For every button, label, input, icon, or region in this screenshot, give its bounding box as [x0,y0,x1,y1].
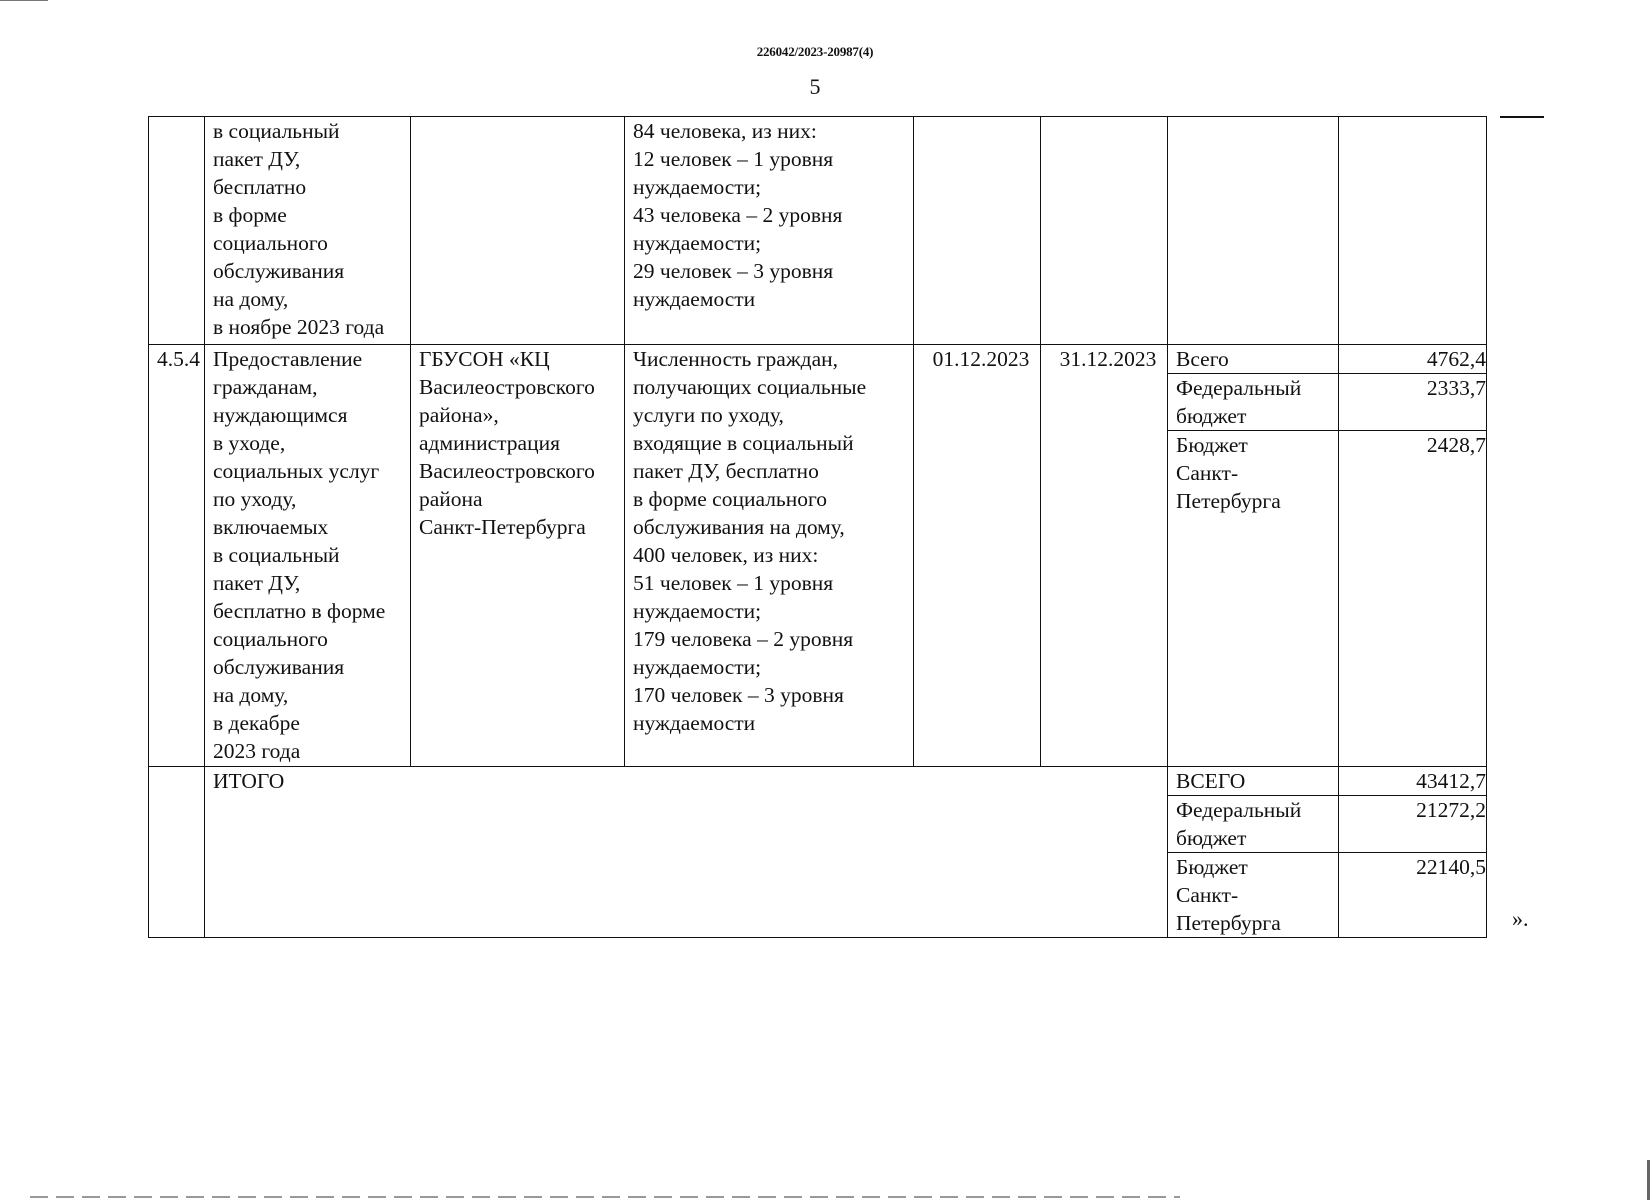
cell-end-date [1041,117,1168,345]
cell-funding-amount [1339,117,1487,345]
scan-artifact [0,0,48,1]
table-top-rule-extension [1500,116,1544,118]
cell-funding-amount: 43412,7 [1339,767,1487,796]
cell-funding-amount: 21272,2 [1339,796,1487,853]
cell-funding-amount: 4762,4 [1339,345,1487,374]
cell-indicator: Численность граждан, получающих социальные услуги по уходу, входящие в социальный пакет ДУ, бесплатно в форме социального обслуживания на дому, 400 человек, из них: 51 человек – 1 уровня нуждаемости; 179 человека – 2 уровня нуждаемости; 170 человек – 3 уровня нуждаемости [625,345,914,767]
cell-funding-source: Федеральный бюджет [1168,796,1339,853]
cell-funding-amount: 22140,5 [1339,853,1487,938]
cell-funding-amount: 2428,7 [1339,431,1487,767]
cell-num: 4.5.4 [149,345,205,767]
cell-funding-amount: 2333,7 [1339,374,1487,431]
cell-funding-source [1168,117,1339,345]
table-row-total [149,767,1487,796]
page-number: 5 [809,74,821,99]
document-id: 226042/2023-20987(4) [756,44,874,59]
cell-funding-source: ВСЕГО [1168,767,1339,796]
cell-event: Предоставление гражданам, нуждающимся в уходе, социальных услуг по уходу, включаемых в социальный пакет ДУ, бесплатно в форме социального обслуживания на дому, в декабре 2023 года [205,345,411,767]
closing-quote: ». [1512,906,1529,931]
cell-end-date: 31.12.2023 [1041,345,1168,767]
scan-artifact-bottom [30,1196,1180,1198]
cell-start-date [914,117,1041,345]
cell-funding-source: Федеральный бюджет [1168,374,1339,431]
cell-num [149,767,205,938]
cell-indicator: 84 человека, из них: 12 человек – 1 уровня нуждаемости; 43 человека – 2 уровня нуждаемости; 29 человек – 3 уровня нуждаемости [625,117,914,345]
cell-event: в социальный пакет ДУ, бесплатно в форме социального обслуживания на дому, в ноябре 2023 года [205,117,411,345]
cell-start-date: 01.12.2023 [914,345,1041,767]
cell-total-label: ИТОГО [205,767,1168,938]
cell-num [149,117,205,345]
cell-executor: ГБУСОН «КЦ Василеостровского района», администрация Василеостровского района Санкт-Петербурга [411,345,625,767]
table-row-continued [149,117,1487,345]
cell-funding-source: Бюджет Санкт- Петербурга [1168,853,1339,938]
cell-funding-source: Бюджет Санкт- Петербурга [1168,431,1339,767]
cell-executor [411,117,625,345]
table-row-4-5-4 [149,345,1487,374]
program-table [148,116,1487,938]
cell-funding-source: Всего [1168,345,1339,374]
